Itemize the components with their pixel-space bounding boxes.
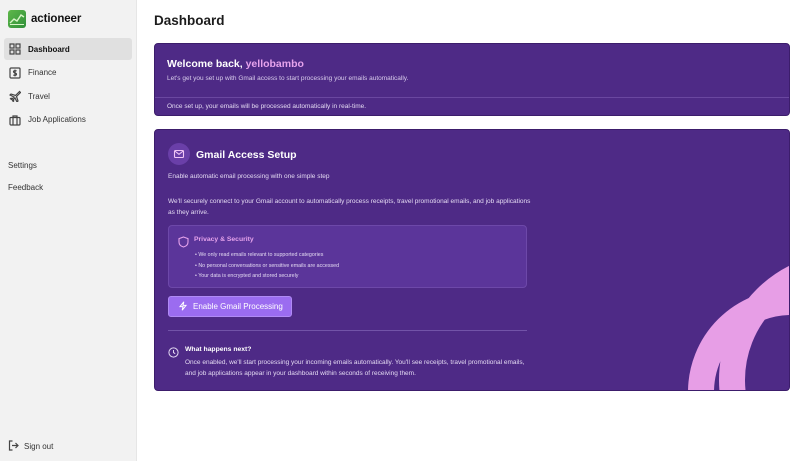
signout-label: Sign out — [24, 442, 54, 451]
sidebar-item-label: Dashboard — [28, 44, 70, 54]
sidebar — [0, 0, 137, 461]
signout-button[interactable] — [8, 440, 53, 453]
welcome-prefix: Welcome back, — [167, 58, 246, 70]
dollar-icon — [9, 67, 21, 79]
setup-description: We'll securely connect to your Gmail account to automatically process receipts, travel promotional emails, and job applications as they arrive. — [168, 198, 531, 216]
feedback-link[interactable]: Feedback — [8, 183, 44, 192]
mail-icon — [168, 143, 190, 165]
shield-icon — [178, 235, 189, 253]
list-item: • We only read emails relevant to supported categories — [195, 252, 324, 258]
page-title: Dashboard — [154, 13, 225, 28]
sidebar-item-label: Finance — [28, 68, 57, 77]
privacy-list — [195, 250, 339, 282]
lightning-icon — [178, 301, 188, 313]
gmail-setup-card — [154, 129, 790, 391]
sign-out-icon — [8, 440, 19, 453]
chart-logo-icon — [8, 10, 26, 28]
divider — [168, 330, 527, 331]
sidebar-item-label: Travel — [28, 91, 50, 101]
welcome-note: Once set up, your emails will be processed automatically in real-time. — [167, 103, 367, 110]
brand[interactable] — [8, 10, 81, 28]
list-item: • No personal conversations or sensitive emails are accessed — [195, 262, 340, 269]
enable-gmail-button[interactable] — [168, 296, 292, 317]
grid-icon — [9, 43, 21, 55]
next-steps-title: What happens next? — [185, 346, 252, 353]
settings-link[interactable]: Settings — [8, 161, 37, 170]
clock-icon — [168, 345, 179, 363]
welcome-title — [167, 58, 304, 70]
sidebar-item-travel[interactable] — [4, 85, 132, 107]
privacy-panel — [168, 225, 527, 288]
plane-icon — [9, 90, 21, 102]
welcome-card — [154, 43, 790, 116]
sidebar-item-job-applications[interactable] — [4, 109, 132, 131]
sidebar-item-label: Job Applications — [28, 115, 86, 124]
sidebar-nav — [4, 38, 132, 132]
setup-title: Gmail Access Setup — [196, 149, 297, 161]
welcome-subtitle: Let's get you set up with Gmail access to start processing your emails automatically. — [167, 75, 409, 82]
app-name: actioneer — [31, 13, 82, 25]
privacy-title: Privacy & Security — [194, 236, 254, 243]
welcome-username: yellobambo — [245, 58, 304, 70]
setup-subtitle: Enable automatic email processing with one simple step — [168, 173, 330, 180]
divider — [155, 97, 789, 98]
enable-button-label: Enable Gmail Processing — [193, 302, 283, 311]
list-item: • Your data is encrypted and stored securely — [195, 273, 299, 279]
sidebar-item-dashboard[interactable] — [4, 38, 132, 60]
briefcase-icon — [9, 114, 21, 126]
next-steps-description: Once enabled, we'll start processing your incoming emails automatically. You'll see receipts, travel promotional emails, and job applications appear in your dashboard within seconds of receiving them. — [185, 359, 525, 377]
sidebar-item-finance[interactable] — [4, 62, 132, 84]
